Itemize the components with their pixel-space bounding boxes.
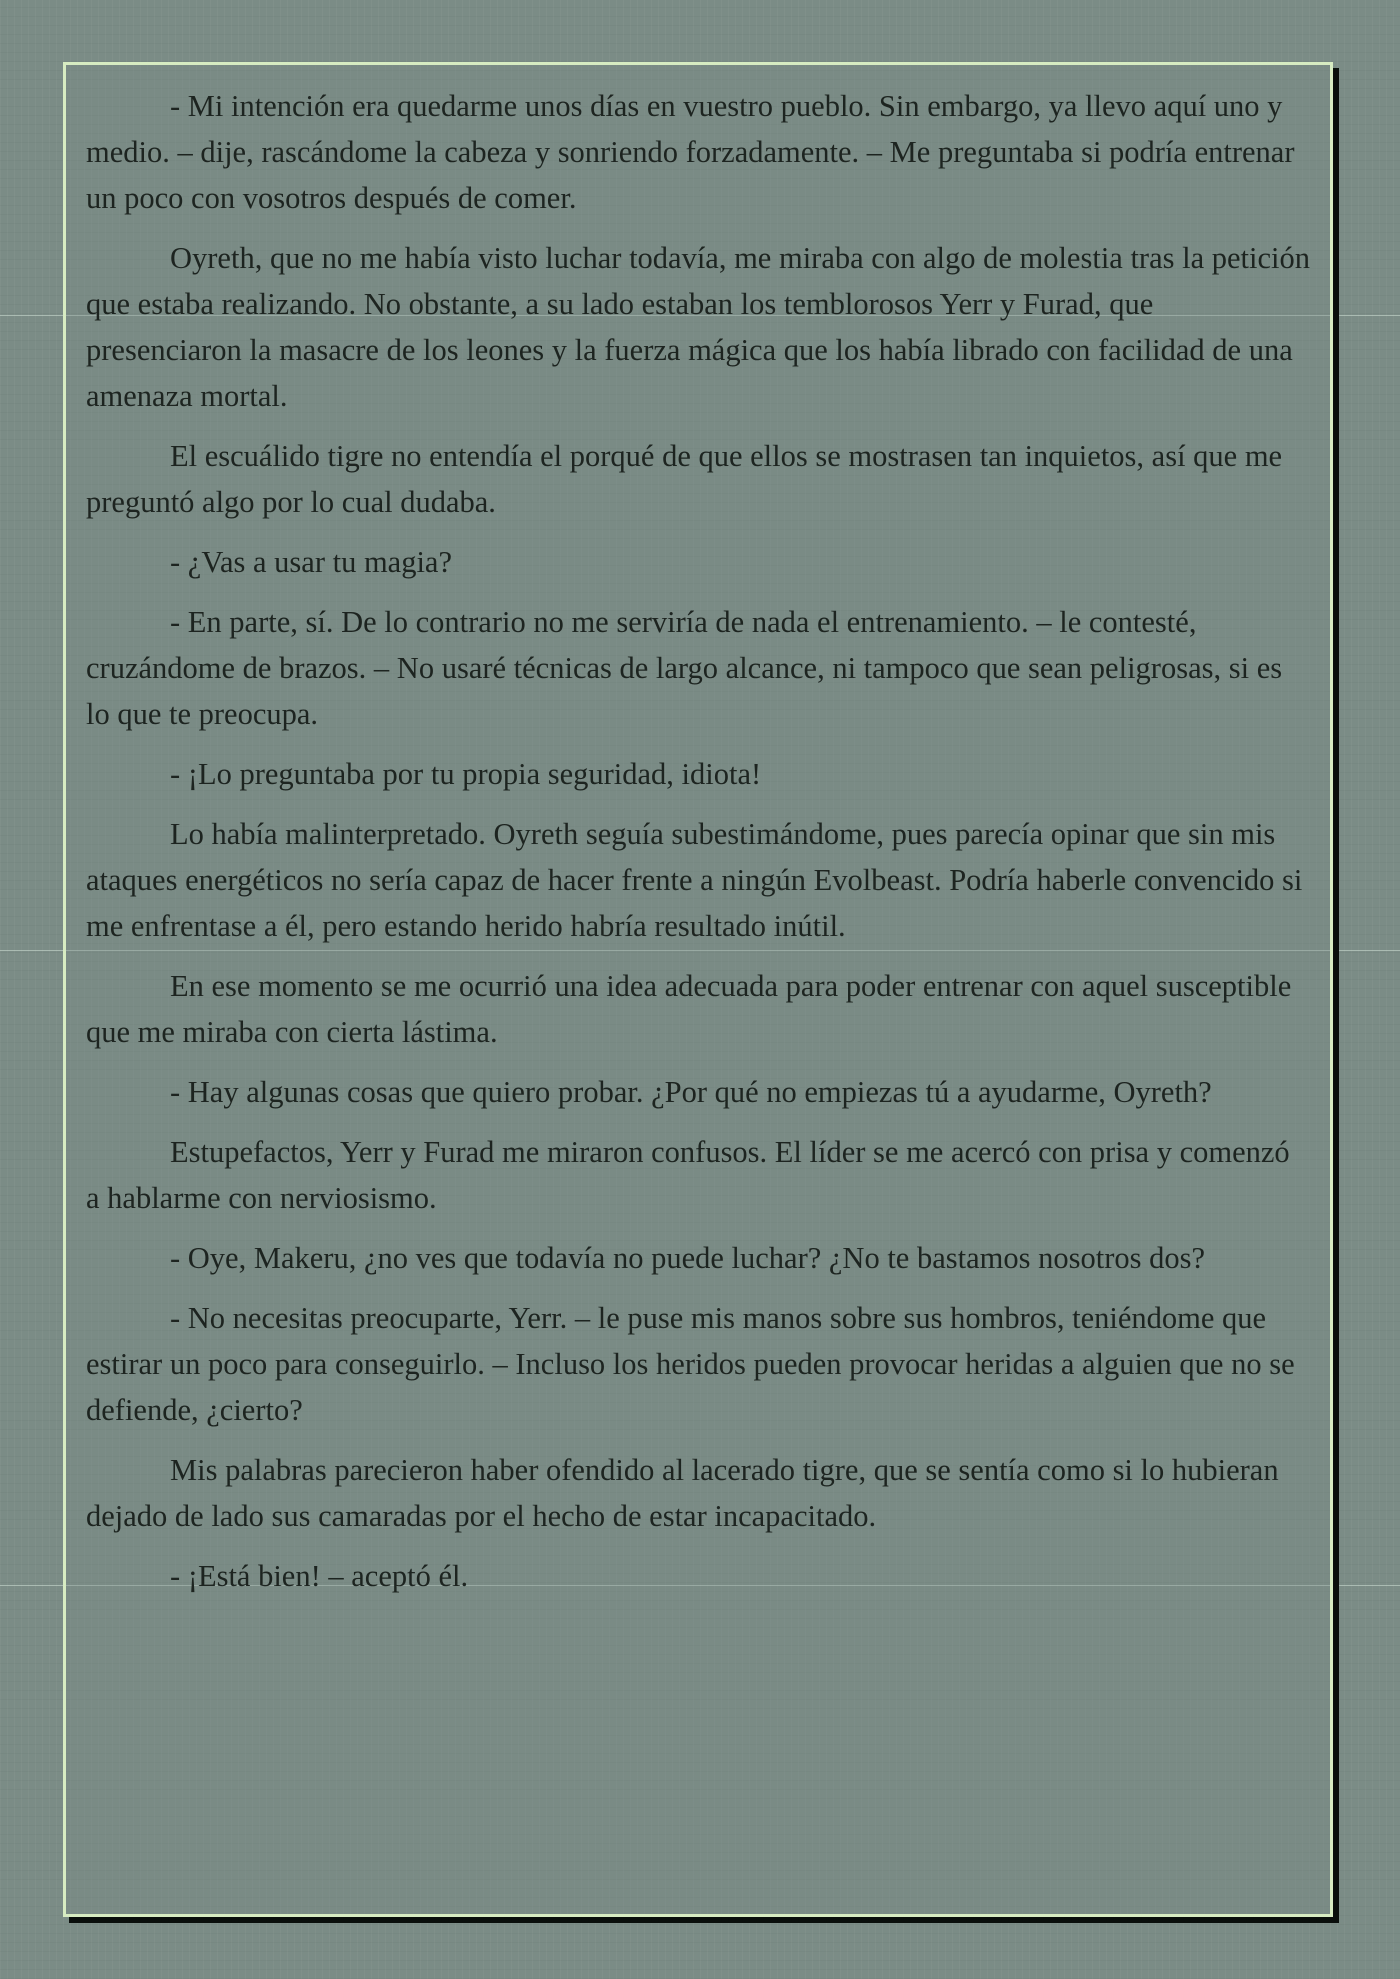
paragraph: Lo había malinterpretado. Oyreth seguía subestimándome, pues parecía opinar que sin mis ataques energéticos no sería capaz de hacer frente a ningún Evolbeast. Podría haberle convencido si me enfrentase a él, pero estando herido habría resultado inútil. <box>86 817 1303 943</box>
dialogue-line: - ¡Lo preguntaba por tu propia seguridad, idiota! <box>170 757 762 791</box>
paragraph: Estupefactos, Yerr y Furad me miraron confusos. El líder se me acercó con prisa y comenzó a hablarme con nerviosismo. <box>86 1135 1290 1215</box>
paragraph: En ese momento se me ocurrió una idea adecuada para poder entrenar con aquel susceptible que me miraba con cierta lástima. <box>86 969 1292 1049</box>
dialogue-line: - ¡Está bien! – aceptó él. <box>170 1559 469 1593</box>
dialogue-line: - ¿Vas a usar tu magia? <box>170 545 453 579</box>
paragraph: El escuálido tigre no entendía el porqué de que ellos se mostrasen tan inquietos, así que me preguntó algo por lo cual dudaba. <box>86 439 1283 519</box>
paragraph: Mis palabras parecieron haber ofendido al lacerado tigre, que se sentía como si lo hubieran dejado de lado sus camaradas por el hecho de estar incapacitado. <box>86 1453 1279 1533</box>
paragraph: - Mi intención era quedarme unos días en vuestro pueblo. Sin embargo, ya llevo aquí uno y medio. – dije, rascándome la cabeza y sonriendo forzadamente. – Me preguntaba si podría entrenar un poco con vosotros después de comer. <box>86 89 1295 215</box>
dialogue-line: - Oye, Makeru, ¿no ves que todavía no puede luchar? ¿No te bastamos nosotros dos? <box>170 1241 1206 1275</box>
dialogue-line: - En parte, sí. De lo contrario no me serviría de nada el entrenamiento. – le contesté, cruzándome de brazos. – No usaré técnicas de largo alcance, ni tampoco que sean peligrosas, si es lo que te preocupa. <box>86 605 1283 731</box>
page-frame <box>63 62 1333 1917</box>
dialogue-line: - Hay algunas cosas que quiero probar. ¿Por qué no empiezas tú a ayudarme, Oyreth? <box>170 1075 1212 1109</box>
dialogue-line: - No necesitas preocuparte, Yerr. – le puse mis manos sobre sus hombros, teniéndome que estirar un poco para conseguirlo. – Incluso los heridos pueden provocar heridas a alguien que no se defiende, ¿cierto? <box>86 1301 1295 1427</box>
paragraph: Oyreth, que no me había visto luchar todavía, me miraba con algo de molestia tras la petición que estaba realizando. No obstante, a su lado estaban los temblorosos Yerr y Furad, que presenciaron la masacre de los leones y la fuerza mágica que los había librado con facilidad de una amenaza mortal. <box>86 241 1310 413</box>
